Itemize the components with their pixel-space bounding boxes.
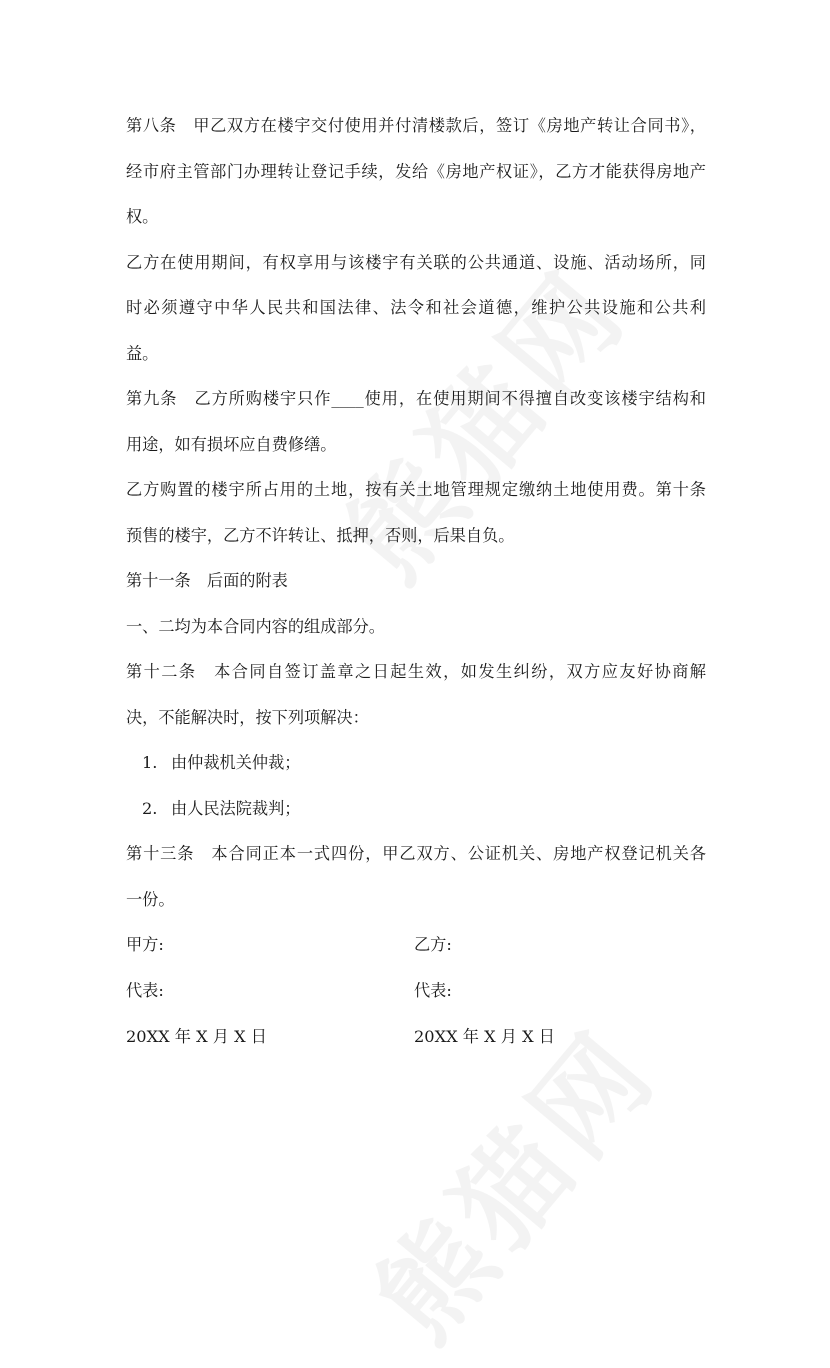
text-line: 第十三条 本合同正本一式四份，甲乙双方、公证机关、房地产权登记机关各 bbox=[126, 844, 706, 863]
party-a-label: 甲方: bbox=[126, 935, 164, 954]
text-line: 第八条 甲乙双方在楼宇交付使用并付清楼款后，签订《房地产转让合同书》， bbox=[126, 116, 706, 135]
article-12-paragraph bbox=[126, 654, 706, 745]
text-line: 预售的楼宇，乙方不许转让、抵押，否则，后果自负。 bbox=[126, 525, 515, 545]
article-9-paragraph bbox=[126, 381, 706, 472]
text-line: 乙方在使用期间，有权享用与该楼宇有关联的公共通道、设施、活动场所，同 bbox=[126, 252, 706, 272]
list-item bbox=[126, 745, 706, 791]
signature-block bbox=[126, 927, 706, 1065]
contract-body bbox=[126, 108, 706, 1065]
land-fee-paragraph bbox=[126, 472, 706, 563]
appendix-paragraph bbox=[126, 609, 706, 655]
list-item-text: 由仲裁机关仲裁； bbox=[171, 753, 301, 772]
list-item bbox=[126, 791, 706, 837]
list-item-text: 由人民法院裁判； bbox=[171, 798, 301, 818]
party-b-label: 乙方: bbox=[414, 935, 452, 954]
article-11-paragraph bbox=[126, 563, 706, 609]
text-line: 一、二均为本合同内容的组成部分。 bbox=[126, 616, 385, 636]
text-line: 一份。 bbox=[126, 889, 175, 909]
resolution-list bbox=[126, 745, 706, 836]
usage-rights-paragraph bbox=[126, 245, 706, 382]
date-b: 20XX 年 X 月 X 日 bbox=[414, 1027, 555, 1046]
date-row bbox=[126, 1019, 706, 1065]
text-line: 第十一条 后面的附表 bbox=[126, 571, 288, 590]
article-8-paragraph bbox=[126, 108, 706, 245]
text-line: 决，不能解决时，按下列项解决： bbox=[126, 707, 369, 727]
list-item-number: 1. bbox=[142, 753, 158, 772]
list-item-number: 2. bbox=[142, 798, 158, 818]
text-line: 时必须遵守中华人民共和国法律、法令和社会道德，维护公共设施和公共利 bbox=[126, 298, 706, 317]
rep-b-label: 代表: bbox=[414, 981, 452, 1000]
party-row bbox=[126, 927, 706, 973]
representative-row bbox=[126, 973, 706, 1019]
text-line: 第十二条 本合同自签订盖章之日起生效，如发生纠纷，双方应友好协商解 bbox=[126, 662, 706, 681]
text-line: 第九条 乙方所购楼宇只作____使用，在使用期间不得擅自改变该楼宇结构和 bbox=[126, 389, 706, 408]
text-line: 用途，如有损坏应自费修缮。 bbox=[126, 434, 337, 454]
rep-a-label: 代表: bbox=[126, 981, 164, 1000]
text-line: 益。 bbox=[126, 343, 159, 363]
text-line: 权。 bbox=[126, 207, 159, 226]
text-line: 乙方购置的楼宇所占用的土地，按有关土地管理规定缴纳土地使用费。第十条 bbox=[126, 480, 706, 499]
article-13-paragraph bbox=[126, 836, 706, 927]
date-a: 20XX 年 X 月 X 日 bbox=[126, 1027, 267, 1046]
text-line: 经市府主管部门办理转让登记手续，发给《房地产权证》，乙方才能获得房地产 bbox=[126, 161, 706, 181]
